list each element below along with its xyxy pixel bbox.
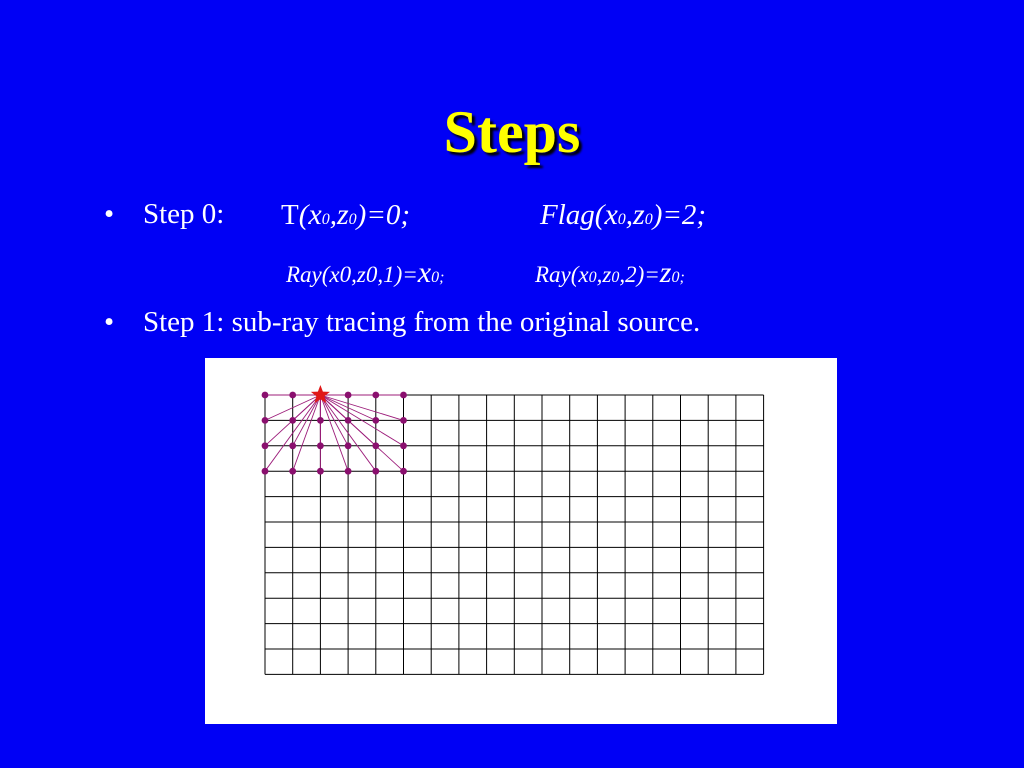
ray-node xyxy=(372,442,379,449)
ray-node xyxy=(400,392,407,399)
ray-node xyxy=(262,417,269,424)
slide-title: Steps xyxy=(443,99,581,165)
sub-ray xyxy=(293,395,321,471)
ray-node xyxy=(317,417,324,424)
ray-grid-diagram xyxy=(205,358,837,724)
ray-line xyxy=(286,256,685,290)
step0-formula-flag: Flag(x0,z0)=2; xyxy=(540,198,707,231)
ray-tracing-figure xyxy=(205,358,837,724)
bullet: • xyxy=(104,198,115,230)
ray-node xyxy=(345,392,352,399)
ray-node xyxy=(262,442,269,449)
ray-node xyxy=(400,417,407,424)
ray-node xyxy=(372,417,379,424)
ray-node xyxy=(289,442,296,449)
ray-node xyxy=(262,468,269,475)
ray2-formula: Ray(x0,z0,2)=z0; xyxy=(535,256,685,289)
ray-node xyxy=(345,442,352,449)
ray-node xyxy=(262,392,269,399)
ray-node xyxy=(345,468,352,475)
step0-label: Step 0: xyxy=(143,198,225,230)
ray-node xyxy=(317,442,324,449)
sub-ray xyxy=(320,395,348,471)
ray-node xyxy=(372,468,379,475)
sub-ray xyxy=(320,395,403,471)
sub-ray xyxy=(320,395,403,420)
ray-node xyxy=(289,468,296,475)
step1-text: Step 1: sub-ray tracing from the original source. xyxy=(143,306,701,338)
step0-formula-t: T(x0,z0)=0; xyxy=(281,198,411,231)
ray-node xyxy=(400,468,407,475)
ray-node xyxy=(289,392,296,399)
bullet: • xyxy=(104,306,115,338)
ray-node xyxy=(317,468,324,475)
ray-node xyxy=(345,417,352,424)
ray-node xyxy=(372,392,379,399)
ray-node xyxy=(400,442,407,449)
ray-node xyxy=(289,417,296,424)
ray1-formula: Ray(x0,z0,1)=x0; xyxy=(286,256,445,289)
